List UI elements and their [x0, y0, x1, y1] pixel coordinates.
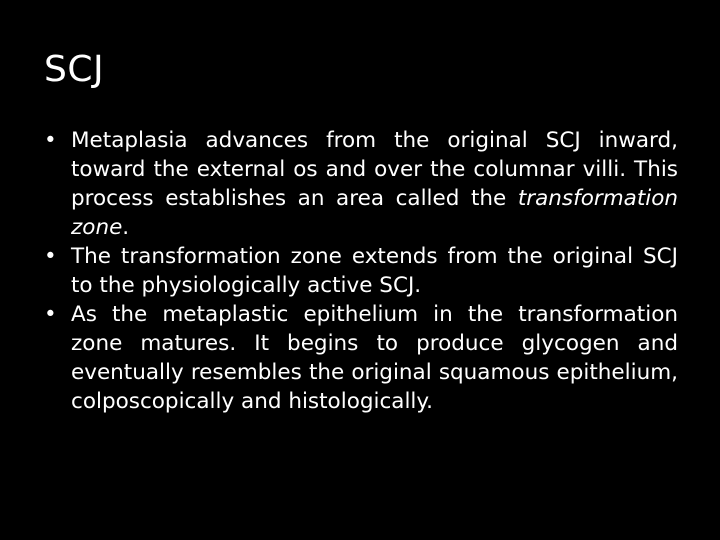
- bullet-marker: •: [44, 244, 57, 269]
- bullet-marker: •: [44, 128, 57, 153]
- bullet-item-metaplasia: [44, 126, 678, 242]
- bullet-text-end: .: [122, 215, 130, 240]
- bullet-text: The transformation zone extends from the original SCJ to the physiologically active SCJ.: [71, 244, 678, 298]
- bullet-item-epithelium: [44, 300, 678, 416]
- bullet-list: [44, 126, 678, 416]
- bullet-text: Metaplasia advances from the original SCJ inward, toward the external os and over the columnar villi. This process establishes an area called the: [71, 128, 678, 211]
- slide-title: SCJ: [44, 49, 105, 90]
- bullet-item-transformation-zone: [44, 242, 678, 300]
- emphasized-term: transformation zone: [71, 186, 678, 240]
- bullet-marker: •: [44, 302, 57, 327]
- bullet-text: As the metaplastic epithelium in the transformation zone matures. It begins to produce glycogen and eventually resembles the original squamous epithelium, colposcopically and histologically.: [71, 302, 678, 414]
